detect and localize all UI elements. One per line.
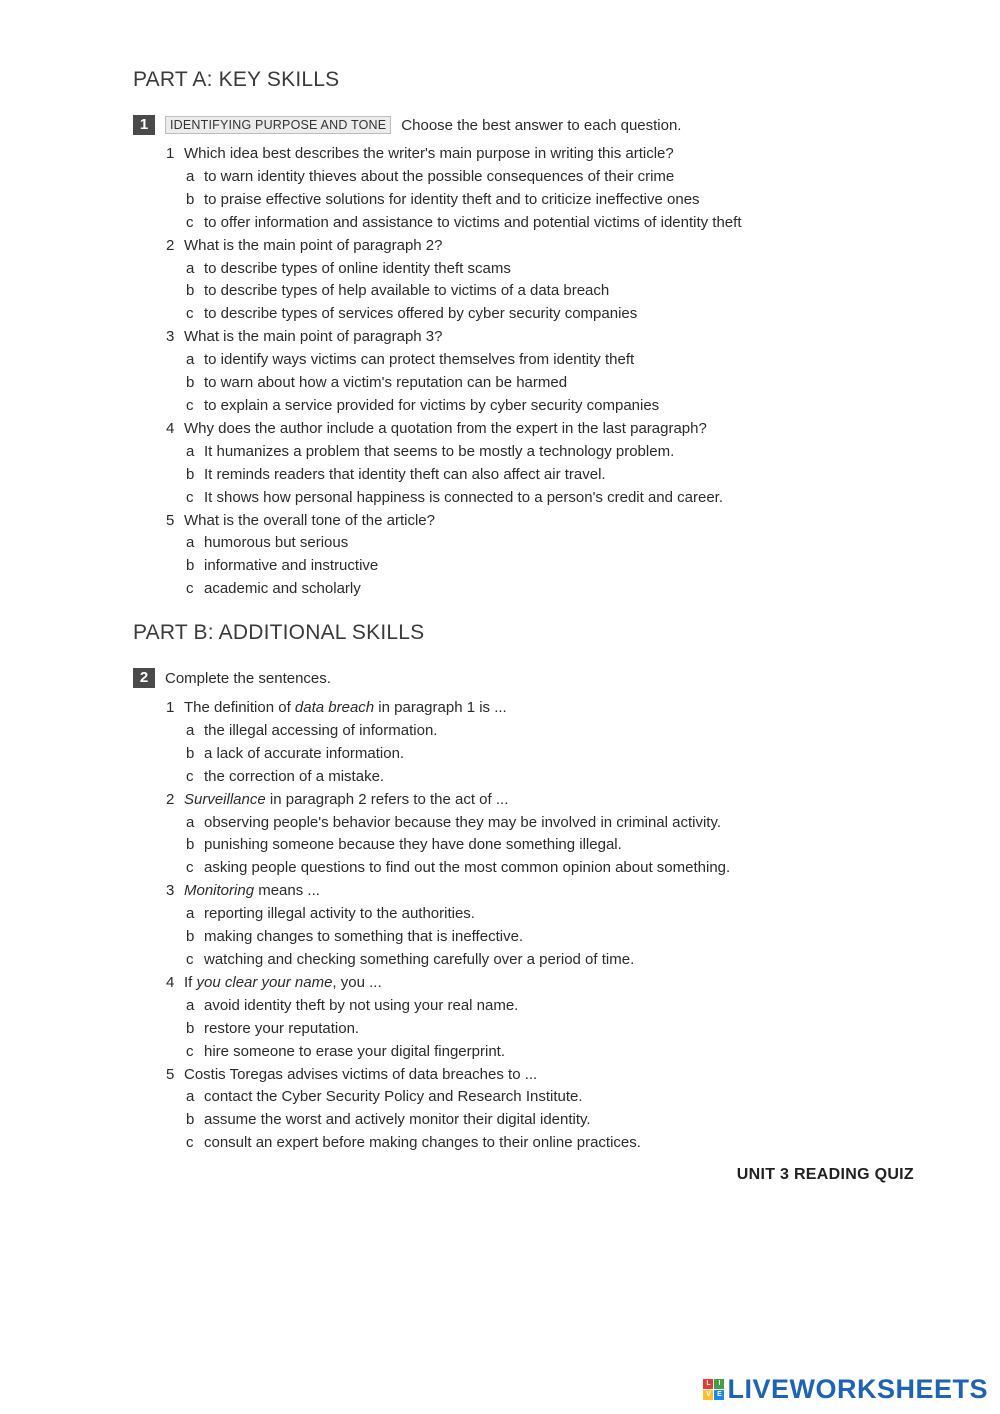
option-text: consult an expert before making changes to their online practices. xyxy=(204,1134,641,1152)
question-item xyxy=(166,789,730,812)
option-text: to warn about how a victim's reputation can be harmed xyxy=(204,374,568,392)
option-letter: b xyxy=(186,465,195,483)
option-letter: c xyxy=(186,767,194,785)
option-text: to describe types of online identity theft scams xyxy=(204,259,511,277)
option-text: observing people's behavior because they may be involved in criminal activity. xyxy=(204,813,722,831)
question-item xyxy=(166,972,730,995)
unit-quiz-title: UNIT 3 READING QUIZ xyxy=(736,1166,914,1183)
answer-option xyxy=(166,464,742,487)
option-text: informative and instructive xyxy=(204,557,379,575)
exercise-number-badge: 1 xyxy=(133,115,155,135)
answer-option xyxy=(166,995,730,1018)
option-letter: a xyxy=(186,813,195,831)
option-letter: a xyxy=(186,905,195,923)
question-text: What is the overall tone of the article? xyxy=(184,511,435,529)
option-text: asking people questions to find out the most common opinion about something. xyxy=(204,859,731,877)
logo-badge-letter: L xyxy=(703,1379,713,1389)
exercise-instruction: Choose the best answer to each question. xyxy=(401,116,682,134)
option-letter: a xyxy=(186,996,195,1014)
option-letter: c xyxy=(186,1042,194,1060)
question-text-pre: Costis Toregas advises victims of data breaches to ... xyxy=(184,1065,538,1083)
question-term: you clear your name xyxy=(196,973,333,991)
question-list-part-b xyxy=(166,697,730,1155)
option-text: avoid identity theft by not using your real name. xyxy=(204,996,519,1014)
option-letter: c xyxy=(186,1134,194,1152)
question-item xyxy=(166,697,730,720)
part-b-title: PART B: ADDITIONAL SKILLS xyxy=(133,621,425,644)
question-number: 1 xyxy=(166,145,175,162)
question-item xyxy=(166,418,742,441)
option-letter: c xyxy=(186,859,194,877)
logo-badge-letter: I xyxy=(714,1379,724,1389)
answer-option xyxy=(166,166,742,189)
question-number: 2 xyxy=(166,236,175,254)
option-text: to describe types of help available to victims of a data breach xyxy=(204,282,610,300)
answer-option xyxy=(166,578,742,601)
option-text: watching and checking something carefully over a period of time. xyxy=(204,950,635,968)
option-letter: b xyxy=(186,282,195,300)
exercise-instruction: Complete the sentences. xyxy=(165,669,331,687)
answer-option xyxy=(166,903,730,926)
answer-option xyxy=(166,1132,730,1155)
question-number: 1 xyxy=(166,699,175,716)
question-number: 4 xyxy=(166,973,175,991)
answer-option xyxy=(166,857,730,880)
question-text-pre: If xyxy=(184,973,197,991)
answer-option xyxy=(166,441,742,464)
question-item xyxy=(166,880,730,903)
question-item xyxy=(166,235,742,258)
question-text: What is the main point of paragraph 2? xyxy=(184,236,443,254)
answer-option xyxy=(166,487,742,510)
option-text: to identify ways victims can protect themselves from identity theft xyxy=(204,351,635,369)
option-letter: c xyxy=(186,950,194,968)
question-item xyxy=(166,1064,730,1087)
answer-option xyxy=(166,743,730,766)
option-letter: c xyxy=(186,580,194,598)
answer-option xyxy=(166,372,742,395)
logo-badge-letter: E xyxy=(714,1390,724,1400)
option-letter: b xyxy=(186,557,195,575)
question-text-post: in paragraph 2 refers to the act of ... xyxy=(265,790,509,808)
answer-option xyxy=(166,280,742,303)
answer-option xyxy=(166,212,742,235)
option-text: to explain a service provided for victims by cyber security companies xyxy=(204,396,660,414)
answer-option xyxy=(166,555,742,578)
question-text: What is the main point of paragraph 3? xyxy=(184,328,443,346)
option-text: to offer information and assistance to victims and potential victims of identity theft xyxy=(204,213,742,231)
option-text: the illegal accessing of information. xyxy=(204,721,438,739)
question-number: 5 xyxy=(166,1065,175,1083)
option-letter: b xyxy=(186,374,195,392)
option-letter: b xyxy=(186,1111,195,1129)
question-text: Why does the author include a quotation from the expert in the last paragraph? xyxy=(184,419,707,437)
question-item xyxy=(166,143,742,166)
option-text: assume the worst and actively monitor their digital identity. xyxy=(204,1111,591,1129)
question-number: 3 xyxy=(166,882,175,900)
option-text: It humanizes a problem that seems to be mostly a technology problem. xyxy=(204,442,675,460)
question-number: 5 xyxy=(166,511,175,529)
answer-option xyxy=(166,303,742,326)
option-text: to praise effective solutions for identity theft and to criticize ineffective ones xyxy=(204,190,700,208)
option-text: making changes to something that is ineffective. xyxy=(204,928,524,946)
question-item xyxy=(166,326,742,349)
exercise-2-header xyxy=(133,668,331,688)
option-letter: b xyxy=(186,836,195,854)
exercise-number-badge: 2 xyxy=(133,668,155,688)
part-a-title: PART A: KEY SKILLS xyxy=(133,68,340,91)
exercise-1-header xyxy=(133,115,681,135)
question-text-post: , you ... xyxy=(332,973,382,991)
option-text: the correction of a mistake. xyxy=(204,767,385,785)
option-letter: b xyxy=(186,744,195,762)
option-text: restore your reputation. xyxy=(204,1019,360,1037)
question-term: Surveillance xyxy=(184,790,266,808)
answer-option xyxy=(166,532,742,555)
option-letter: a xyxy=(186,167,195,185)
liveworksheets-logo xyxy=(703,1374,988,1405)
option-letter: a xyxy=(186,721,195,739)
answer-option xyxy=(166,812,730,835)
option-letter: a xyxy=(186,351,195,369)
option-letter: a xyxy=(186,1088,195,1106)
option-letter: b xyxy=(186,190,195,208)
answer-option xyxy=(166,395,742,418)
answer-option xyxy=(166,1041,730,1064)
answer-option xyxy=(166,189,742,212)
option-letter: a xyxy=(186,442,195,460)
option-text: It shows how personal happiness is connected to a person's credit and career. xyxy=(204,488,724,506)
answer-option xyxy=(166,720,730,743)
question-item xyxy=(166,510,742,533)
question-number: 2 xyxy=(166,790,175,808)
option-letter: b xyxy=(186,928,195,946)
option-text: reporting illegal activity to the authorities. xyxy=(204,905,475,923)
option-text: to warn identity thieves about the possible consequences of their crime xyxy=(204,167,675,185)
option-letter: b xyxy=(186,1019,195,1037)
question-number: 4 xyxy=(166,419,175,437)
answer-option xyxy=(166,1086,730,1109)
logo-badge-letter: V xyxy=(703,1390,713,1400)
answer-option xyxy=(166,349,742,372)
logo-text: LIVEWORKSHEETS xyxy=(727,1374,988,1404)
answer-option xyxy=(166,258,742,281)
answer-option xyxy=(166,1018,730,1041)
question-term: Monitoring xyxy=(184,882,255,900)
option-text: hire someone to erase your digital fingerprint. xyxy=(204,1042,505,1060)
option-letter: c xyxy=(186,213,194,231)
option-text: It reminds readers that identity theft can also affect air travel. xyxy=(204,465,606,483)
answer-option xyxy=(166,926,730,949)
option-letter: a xyxy=(186,259,195,277)
option-text: contact the Cyber Security Policy and Research Institute. xyxy=(204,1088,583,1106)
question-text-post: means ... xyxy=(254,882,320,900)
option-text: academic and scholarly xyxy=(204,580,361,598)
option-letter: c xyxy=(186,488,194,506)
answer-option xyxy=(166,766,730,789)
question-text-post: in paragraph 1 is ... xyxy=(374,699,507,716)
option-text: a lack of accurate information. xyxy=(204,744,405,762)
question-term: data breach xyxy=(294,699,375,716)
question-number: 3 xyxy=(166,328,175,346)
question-list-part-a xyxy=(166,143,742,601)
option-text: to describe types of services offered by cyber security companies xyxy=(204,305,638,323)
logo-badge-icon xyxy=(703,1379,724,1400)
answer-option xyxy=(166,949,730,972)
option-text: punishing someone because they have done something illegal. xyxy=(204,836,622,854)
answer-option xyxy=(166,834,730,857)
option-letter: c xyxy=(186,305,194,323)
option-text: humorous but serious xyxy=(204,534,349,552)
question-text: Which idea best describes the writer's main purpose in writing this article? xyxy=(184,145,674,162)
option-letter: c xyxy=(186,396,194,414)
answer-option xyxy=(166,1109,730,1132)
option-letter: a xyxy=(186,534,195,552)
question-text-pre: The definition of xyxy=(184,699,295,716)
exercise-skill-tag: IDENTIFYING PURPOSE AND TONE xyxy=(165,116,391,134)
